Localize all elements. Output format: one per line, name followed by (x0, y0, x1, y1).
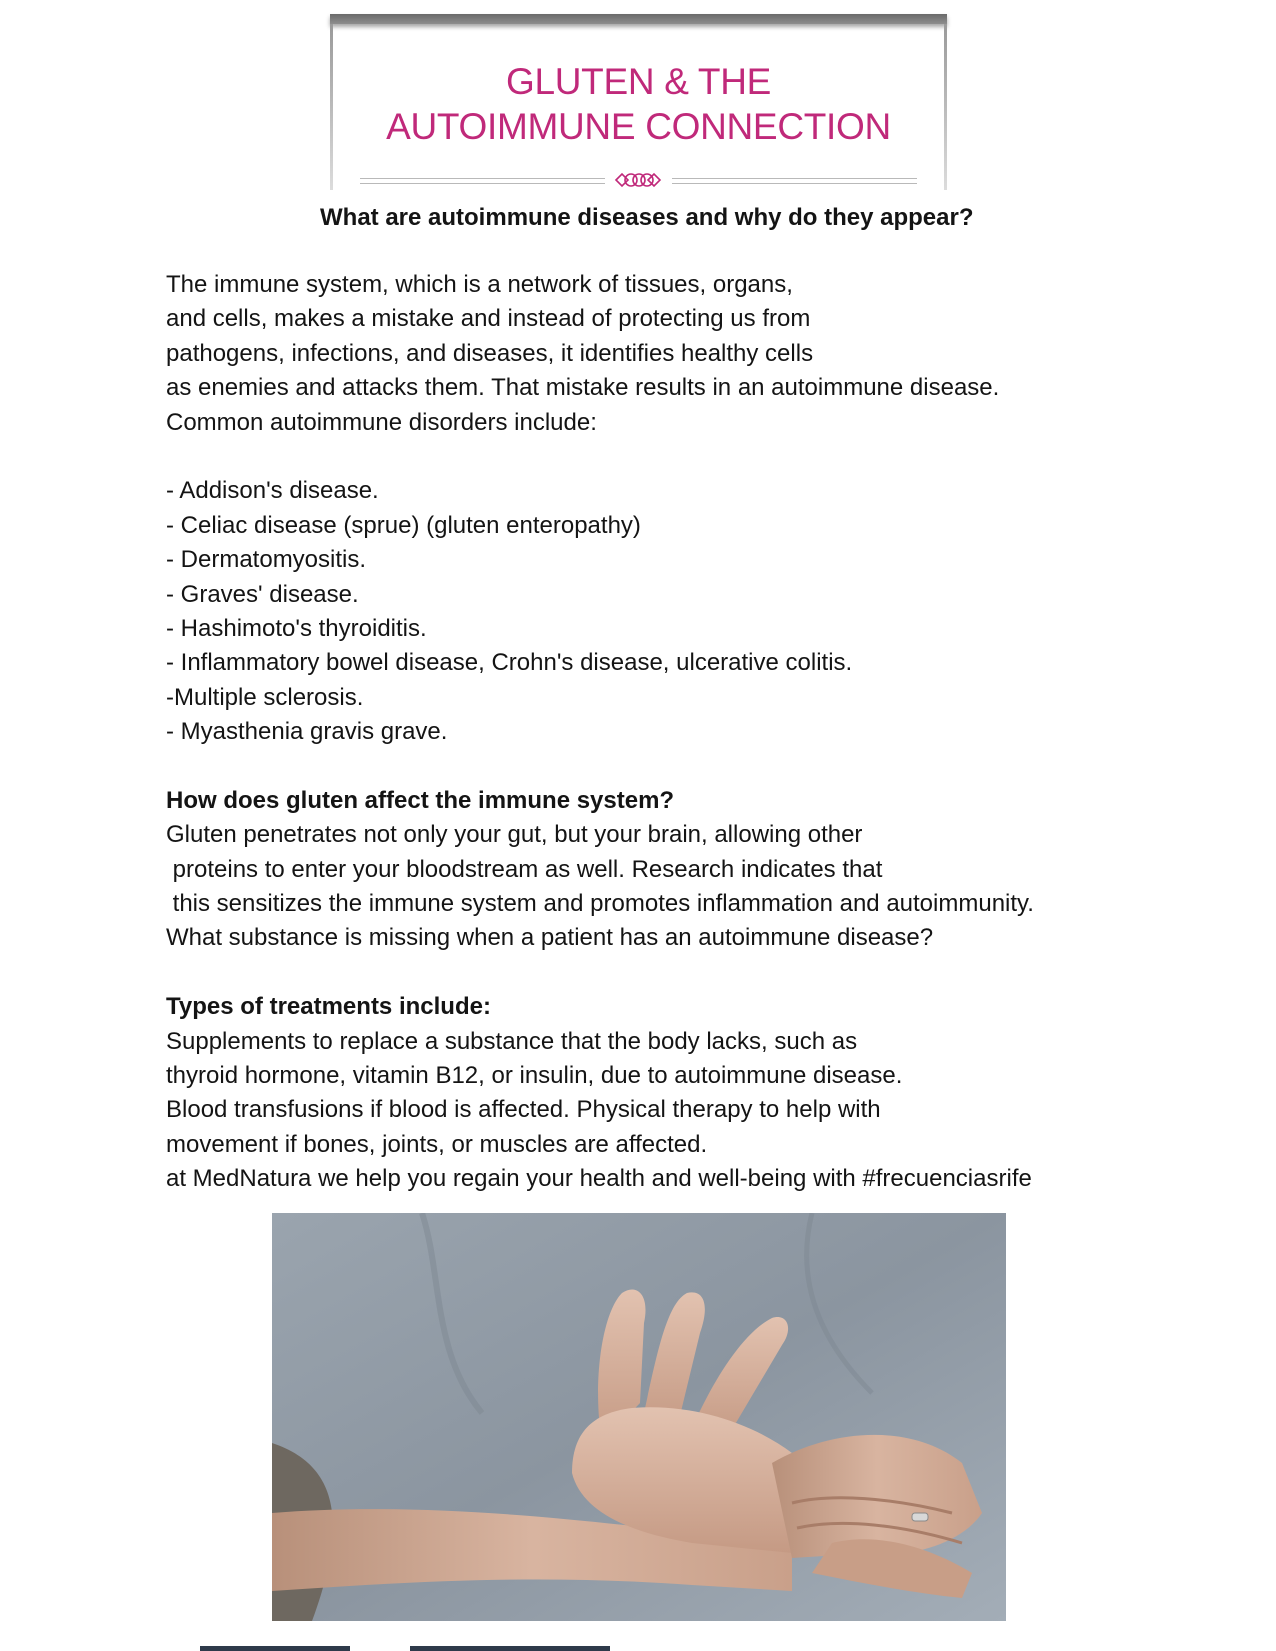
intro-line: and cells, makes a mistake and instead of protecting us from (166, 305, 811, 333)
article-body (166, 268, 1226, 1197)
gluten-line: this sensitizes the immune system and promotes inflammation and autoimmunity. (166, 890, 1034, 918)
list-item: - Hashimoto's thyroiditis. (166, 614, 427, 642)
page-title-line-1: GLUTEN & THE (505, 61, 772, 102)
treatments-line: Supplements to replace a substance that the body lacks, such as (166, 1027, 858, 1055)
bottom-edge-mark-left (200, 1646, 350, 1651)
list-item: - Celiac disease (sprue) (gluten enteropathy) (166, 511, 641, 539)
intro-line: The immune system, which is a network of tissues, organs, (166, 271, 793, 298)
banner-top-bar (330, 14, 947, 24)
intro-line: as enemies and attacks them. That mistake results in an autoimmune disease. (166, 374, 1000, 402)
list-item: - Myasthenia gravis grave. (166, 718, 448, 746)
intro-paragraph (166, 268, 1226, 440)
spacer (166, 440, 1226, 474)
intro-line: pathogens, infections, and diseases, it identifies healthy cells (166, 339, 814, 367)
title-banner (330, 14, 947, 190)
gluten-heading: How does gluten affect the immune system? (166, 786, 675, 814)
page-title-line-2: AUTOIMMUNE CONNECTION (386, 106, 891, 147)
interlocking-rings-icon (614, 172, 662, 188)
treatments-line: Blood transfusions if blood is affected. Physical therapy to help with (166, 1096, 881, 1124)
spacer (166, 956, 1226, 990)
treatments-section (166, 990, 1226, 1196)
list-item: - Addison's disease. (166, 477, 379, 505)
wrist-pain-photo (272, 1213, 1006, 1621)
wrist-pain-illustration (272, 1213, 1006, 1621)
bottom-edge-mark-right (410, 1646, 610, 1651)
disorders-list (166, 474, 1226, 749)
intro-heading: What are autoimmune diseases and why do they appear? (320, 204, 974, 231)
title-divider (360, 172, 917, 188)
mednatura-line: at MedNatura we help you regain your health and well-being with #frecuenciasrife (166, 1165, 1032, 1193)
treatments-line: thyroid hormone, vitamin B12, or insulin, due to autoimmune disease. (166, 1061, 903, 1089)
divider-line-right (672, 178, 917, 184)
divider-line-left (360, 178, 605, 184)
gluten-line: proteins to enter your bloodstream as well. Research indicates that (166, 855, 883, 883)
gluten-line: Gluten penetrates not only your gut, but your brain, allowing other (166, 821, 863, 849)
treatments-line: movement if bones, joints, or muscles are affected. (166, 1130, 708, 1158)
list-item: - Dermatomyositis. (166, 546, 367, 574)
treatments-heading: Types of treatments include: (166, 993, 491, 1021)
gluten-line: What substance is missing when a patient has an autoimmune disease? (166, 924, 934, 952)
list-item: - Graves' disease. (166, 580, 359, 608)
list-item: -Multiple sclerosis. (166, 683, 364, 711)
gluten-section (166, 784, 1226, 956)
spacer (166, 749, 1226, 783)
intro-line: Common autoimmune disorders include: (166, 408, 597, 436)
page-title (330, 59, 947, 149)
list-item: - Inflammatory bowel disease, Crohn's disease, ulcerative colitis. (166, 649, 853, 677)
